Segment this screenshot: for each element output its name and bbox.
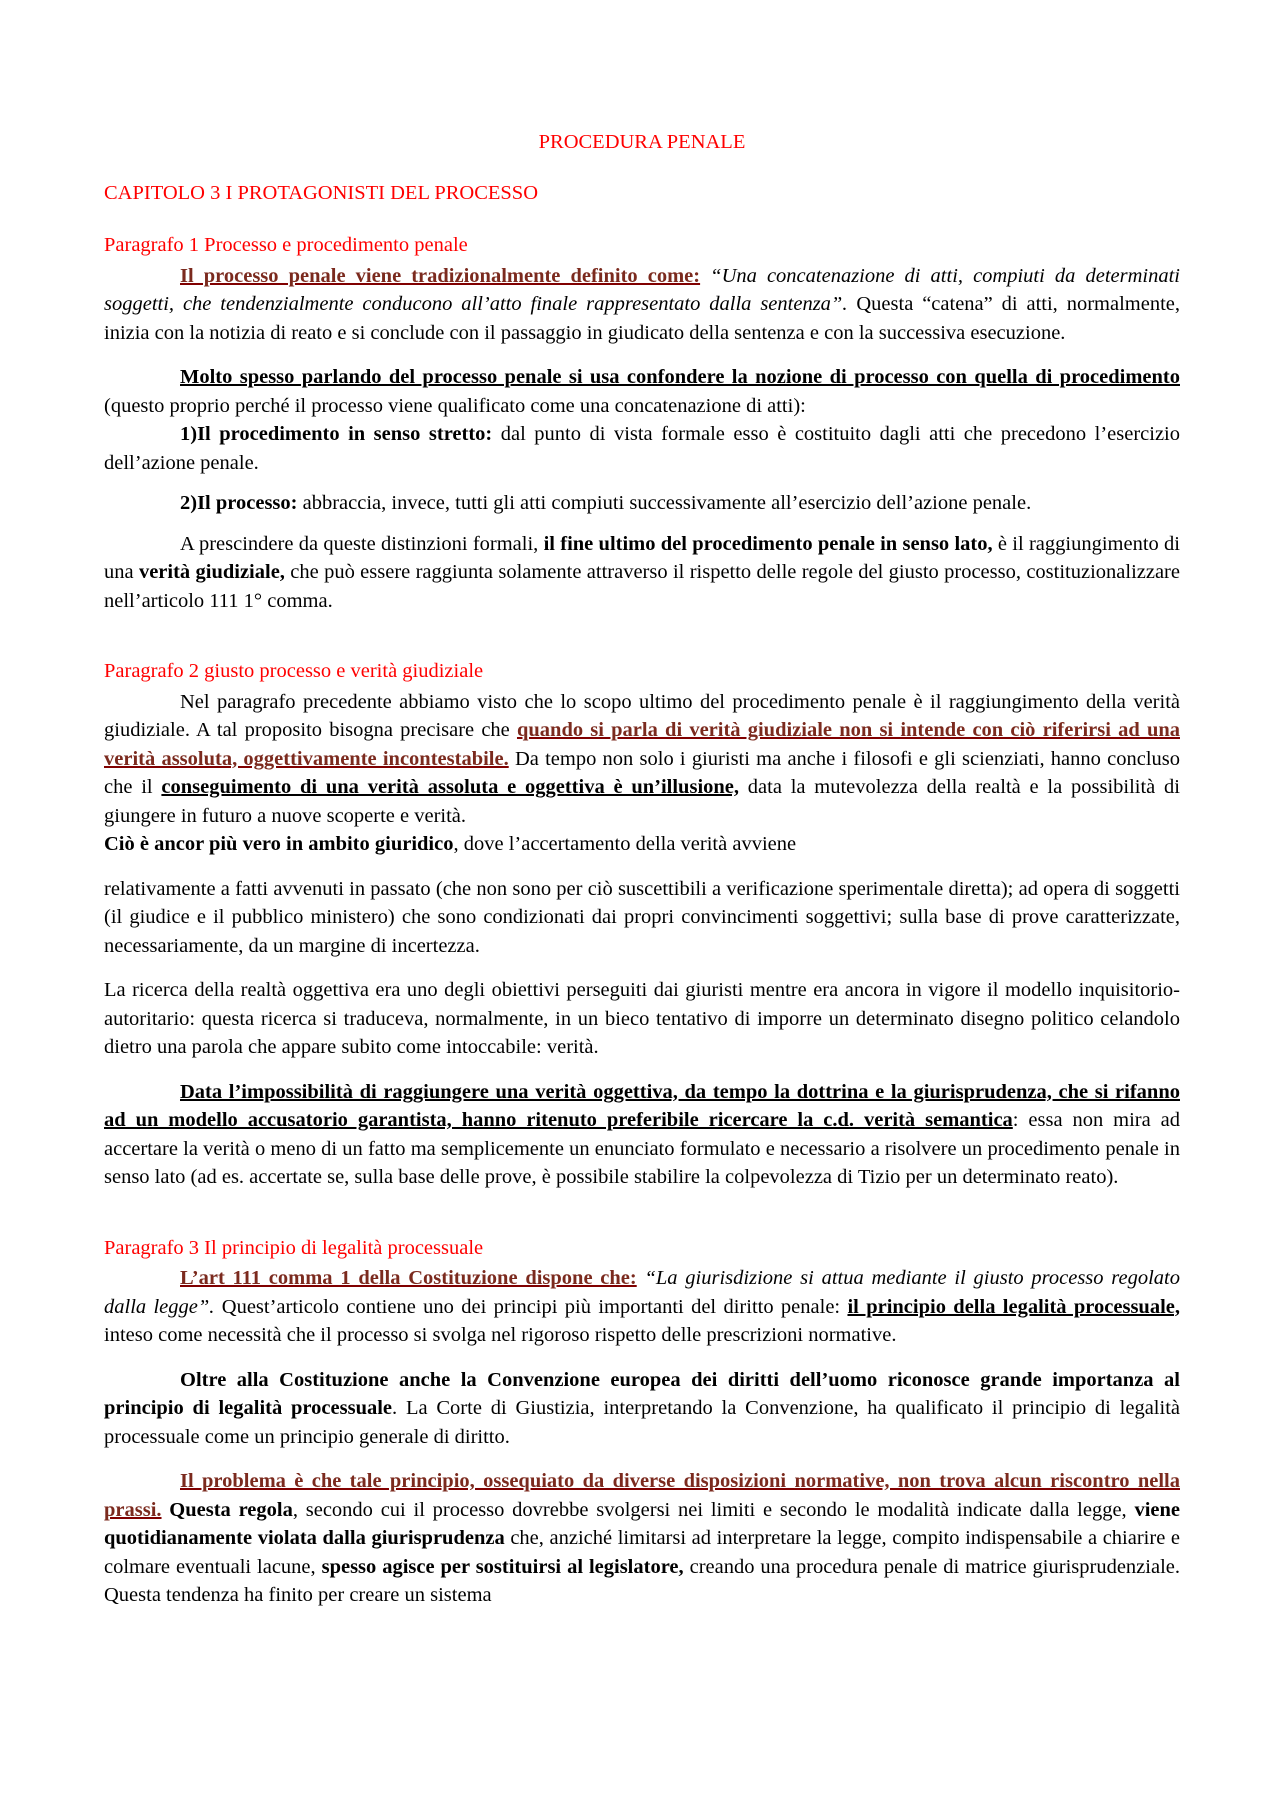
section-2-paragraph-1 — [104, 688, 1180, 831]
section-3-p2-lead: Oltre alla Costituzione anche la Convenzione europea dei diritti dell’uomo riconosce grande importanza al principio di legalità processuale — [104, 1368, 1180, 1419]
section-3-p1-lead: L’art 111 comma 1 della Costituzione dispone che: — [180, 1267, 637, 1289]
section-1-paragraph-3 — [104, 530, 1180, 616]
section-2-p5-rest: : essa non mira ad accertare la verità o meno di un fatto ma semplicemente un enunciato formulato e necessario a risolvere un procedimento penale in senso lato (ad es. accertate se, sulla base delle prove, è possibile stabilire la colpevolezza di Tizio per un determinato reato). — [104, 1109, 1181, 1188]
section-1-li2-rest: abbraccia, invece, tutti gli atti compiuti successivamente all’esercizio dell’azione penale. — [297, 492, 1032, 514]
section-2-p1-bold-2: conseguimento di una verità assoluta e oggettiva è un’illusione, — [161, 776, 740, 798]
section-1-paragraph-1 — [104, 262, 1180, 348]
section-1-p3-bold-2: verità giudiziale, — [138, 561, 285, 583]
section-2-p1-bold-1: quando si parla di verità giudiziale non si intende con ciò riferirsi ad una verità assoluta, oggettivamente incontestabile. — [104, 719, 1180, 770]
section-3-p3-bold-3: spesso agisce per sostituirsi al legislatore, — [321, 1555, 684, 1578]
section-3-heading: Paragrafo 3 Il principio di legalità processuale — [104, 1236, 484, 1259]
section-2-paragraph-3: relativamente a fatti avvenuti in passato (che non sono per ciò suscettibili a verificazione sperimentale diretta); ad opera di soggetti (il giudice e il pubblico ministero) che sono condizionati dai propri convincimenti soggettivi; sulla base di prove caratterizzate, necessariamente, da un margine di incertezza. — [104, 877, 1180, 957]
section-1-list-item-2 — [104, 489, 1180, 518]
section-1-li2-lead: 2)Il processo: — [180, 492, 298, 514]
section-3-p3-text-1: , secondo cui il processo dovrebbe svolgersi nei limiti e secondo le modalità indicate dalla legge, — [292, 1498, 1135, 1521]
section-3-p1-text-1: Quest’articolo contiene uno dei principi più importanti del diritto penale: — [214, 1295, 848, 1318]
section-1-p3-text-1: A prescindere da queste distinzioni formali, — [180, 532, 544, 555]
section-1-li1-lead: 1)Il procedimento in senso stretto: — [180, 423, 493, 445]
section-1-p2-rest: (questo proprio perché il processo viene qualificato come una concatenazione di atti): — [104, 394, 806, 417]
section-3-paragraph-2 — [104, 1366, 1180, 1452]
section-3-p1-quote: “La giurisdizione si attua mediante il giusto processo regolato dalla legge”. — [104, 1267, 1180, 1318]
section-3-p3-text-3: creando una procedura penale di matrice giurisprudenziale. Questa tendenza ha finito per creare un sistema — [104, 1555, 1180, 1606]
section-3-p3-lead: Il problema è che tale principio, ossequiato da diverse disposizioni normative, non trova alcun riscontro nella prassi. — [104, 1470, 1180, 1521]
section-3-p3-bold-2: viene quotidianamente violata dalla giurisprudenza — [104, 1498, 1180, 1549]
section-3-p1-bold: il principio della legalità processuale, — [847, 1295, 1181, 1318]
section-2-paragraph-4: La ricerca della realtà oggettiva era uno degli obiettivi perseguiti dai giuristi mentre era ancora in vigore il modello inquisitorio-autoritario: questa ricerca si traduceva, normalmente, in un bieco tentativo di imporre un determinato disegno politico celandolo dietro una parola che appare subito come intoccabile: verità. — [104, 979, 1180, 1058]
section-1-p1-rest: Questa “catena” di atti, normalmente, inizia con la notizia di reato e si conclude con il passaggio in giudicato della sentenza e con la successiva esecuzione. — [104, 293, 1180, 344]
section-2-paragraph-5 — [104, 1078, 1180, 1192]
section-1-p3-bold-1: il fine ultimo del procedimento penale in senso lato, — [543, 532, 993, 555]
section-2-p5-lead: Data l’impossibilità di raggiungere una verità oggettiva, da tempo la dottrina e la giurisprudenza, che si rifanno ad un modello accusatorio garantista, hanno ritenuto preferibile ricercare la c.d. verità semantica — [104, 1080, 1180, 1131]
chapter-heading: CAPITOLO 3 I PROTAGONISTI DEL PROCESSO — [104, 181, 539, 204]
section-1-p2-lead: Molto spesso parlando del processo penale si usa confondere la nozione di processo con quella di procedimento — [180, 366, 1180, 388]
section-2-p1-text-3: data la mutevolezza della realtà e la possibilità di giungere in futuro a nuove scoperte e verità. — [104, 776, 1181, 827]
section-3-p3-bold-1: Questa regola — [161, 1498, 293, 1521]
section-1-p3-text-3: che può essere raggiunta solamente attraverso il rispetto delle regole del giusto processo, costituzionalizzare nell’articolo 111 1° comma. — [104, 561, 1180, 612]
section-1-paragraph-2 — [104, 363, 1180, 420]
section-2-p2-rest: , dove l’accertamento della verità avviene — [453, 833, 797, 855]
section-3-p1-text-2: inteso come necessità che il processo si svolga nel rigoroso rispetto delle prescrizioni normative. — [104, 1324, 897, 1346]
section-3-p3-text-2: che, anziché limitarsi ad interpretare la legge, compito indispensabile a chiarire e colmare eventuali lacune, — [104, 1527, 1181, 1578]
section-2-heading: Paragrafo 2 giusto processo e verità giudiziale — [104, 660, 484, 682]
section-1-p1-lead: Il processo penale viene tradizionalmente definito come: — [180, 264, 701, 287]
section-3-p2-rest: . La Corte di Giustizia, interpretando la Convenzione, ha qualificato il principio di legalità processuale come un principio generale di diritto. — [104, 1397, 1180, 1448]
section-1-li1-rest: dal punto di vista formale esso è costituito dagli atti che precedono l’esercizio dell’azione penale. — [104, 423, 1180, 474]
document-title: PROCEDURA PENALE — [538, 131, 746, 153]
section-1-heading: Paragrafo 1 Processo e procedimento penale — [104, 234, 468, 256]
section-1-list-item-1 — [104, 420, 1180, 477]
section-3-paragraph-1 — [104, 1264, 1180, 1350]
section-2-p1-text-1: Nel paragrafo precedente abbiamo visto che lo scopo ultimo del procedimento penale è il raggiungimento della verità giudiziale. A tal proposito bisogna precisare che — [104, 690, 1180, 741]
section-1-p3-text-2: è il raggiungimento di una — [104, 532, 1180, 583]
section-2-paragraph-2 — [104, 830, 1180, 859]
section-2-p2-lead: Ciò è ancor più vero in ambito giuridico — [104, 833, 454, 855]
section-1-p1-quote: “Una concatenazione di atti, compiuti da determinati soggetti, che tendenzialmente conducono all’atto finale rappresentato dalla sentenza”. — [104, 264, 1180, 315]
section-3-paragraph-3 — [104, 1467, 1180, 1610]
section-2-p1-text-2: Da tempo non solo i giuristi ma anche i filosofi e gli scienziati, hanno concluso che il — [104, 747, 1180, 798]
